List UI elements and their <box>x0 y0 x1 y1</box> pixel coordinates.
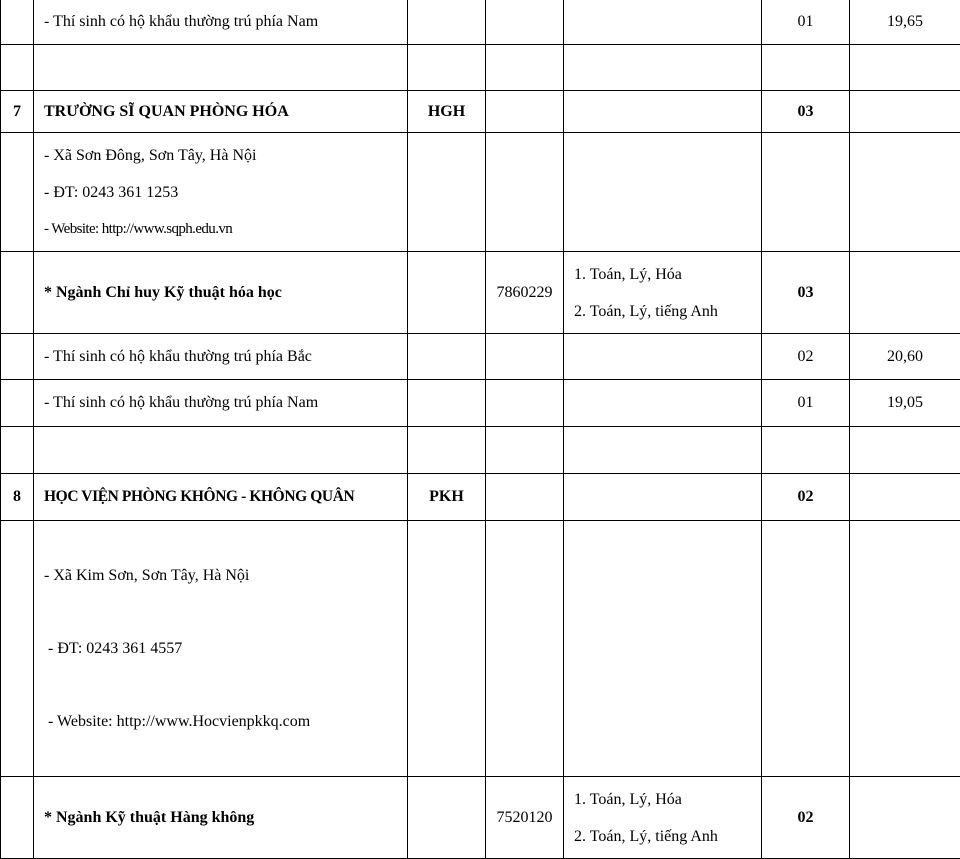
website-line: - Website: http://www.sqph.edu.vn <box>44 211 397 248</box>
phone-line: - ĐT: 0243 361 1253 <box>44 174 397 211</box>
major-code: 7860229 <box>486 252 564 334</box>
address-line: - Xã Kim Sơn, Sơn Tây, Hà Nội <box>44 557 397 594</box>
quota-cell: 01 <box>762 0 850 45</box>
school-code: PKH <box>408 474 486 521</box>
major-code: 7520120 <box>486 777 564 859</box>
school-code-cell <box>408 0 486 45</box>
subject-combo-2: 2. Toán, Lý, tiếng Anh <box>574 818 751 855</box>
stt-cell <box>1 0 34 45</box>
table-row-address <box>1 521 960 777</box>
table-row-school <box>1 91 960 133</box>
table-row-school <box>1 474 960 521</box>
address-line: - Xã Sơn Đông, Sơn Tây, Hà Nội <box>44 137 397 174</box>
table-row-address <box>1 133 960 252</box>
table-row-blank <box>1 427 960 474</box>
school-contact <box>34 133 408 252</box>
table-row <box>1 334 960 380</box>
quota-cell: 01 <box>762 380 850 427</box>
phone-line: - ĐT: 0243 361 4557 <box>44 630 397 667</box>
quota-cell: 02 <box>762 777 850 859</box>
candidate-region-cell: - Thí sinh có hộ khẩu thường trú phía Bắc <box>34 334 408 380</box>
table-row-blank <box>1 45 960 91</box>
score-cell: 19,65 <box>850 0 960 45</box>
subject-combo-2: 2. Toán, Lý, tiếng Anh <box>574 293 751 330</box>
quota-cell: 03 <box>762 252 850 334</box>
quota-cell: 02 <box>762 334 850 380</box>
table-row-major <box>1 777 960 859</box>
school-code: HGH <box>408 91 486 133</box>
major-name: * Ngành Chỉ huy Kỹ thuật hóa học <box>34 252 408 334</box>
score-cell: 20,60 <box>850 334 960 380</box>
quota-cell: 02 <box>762 474 850 521</box>
subject-combo-1: 1. Toán, Lý, Hóa <box>574 256 751 293</box>
subject-combo-cell <box>564 0 762 45</box>
website-line: - Website: http://www.Hocvienpkkq.com <box>44 703 397 740</box>
subject-combo-1: 1. Toán, Lý, Hóa <box>574 781 751 818</box>
table-row <box>1 0 960 45</box>
subject-combos <box>564 252 762 334</box>
subject-combos <box>564 777 762 859</box>
school-name: TRƯỜNG SĨ QUAN PHÒNG HÓA <box>34 91 408 133</box>
stt-cell: 8 <box>1 474 34 521</box>
stt-cell: 7 <box>1 91 34 133</box>
school-contact <box>34 521 408 777</box>
major-name: * Ngành Kỹ thuật Hàng không <box>34 777 408 859</box>
school-name: HỌC VIỆN PHÒNG KHÔNG - KHÔNG QUÂN <box>34 474 408 521</box>
table-row <box>1 380 960 427</box>
candidate-region-cell: - Thí sinh có hộ khẩu thường trú phía Nam <box>34 380 408 427</box>
major-code-cell <box>486 0 564 45</box>
quota-cell: 03 <box>762 91 850 133</box>
table-row-major <box>1 252 960 334</box>
candidate-region-cell: - Thí sinh có hộ khẩu thường trú phía Nam <box>34 0 408 45</box>
score-cell: 19,05 <box>850 380 960 427</box>
